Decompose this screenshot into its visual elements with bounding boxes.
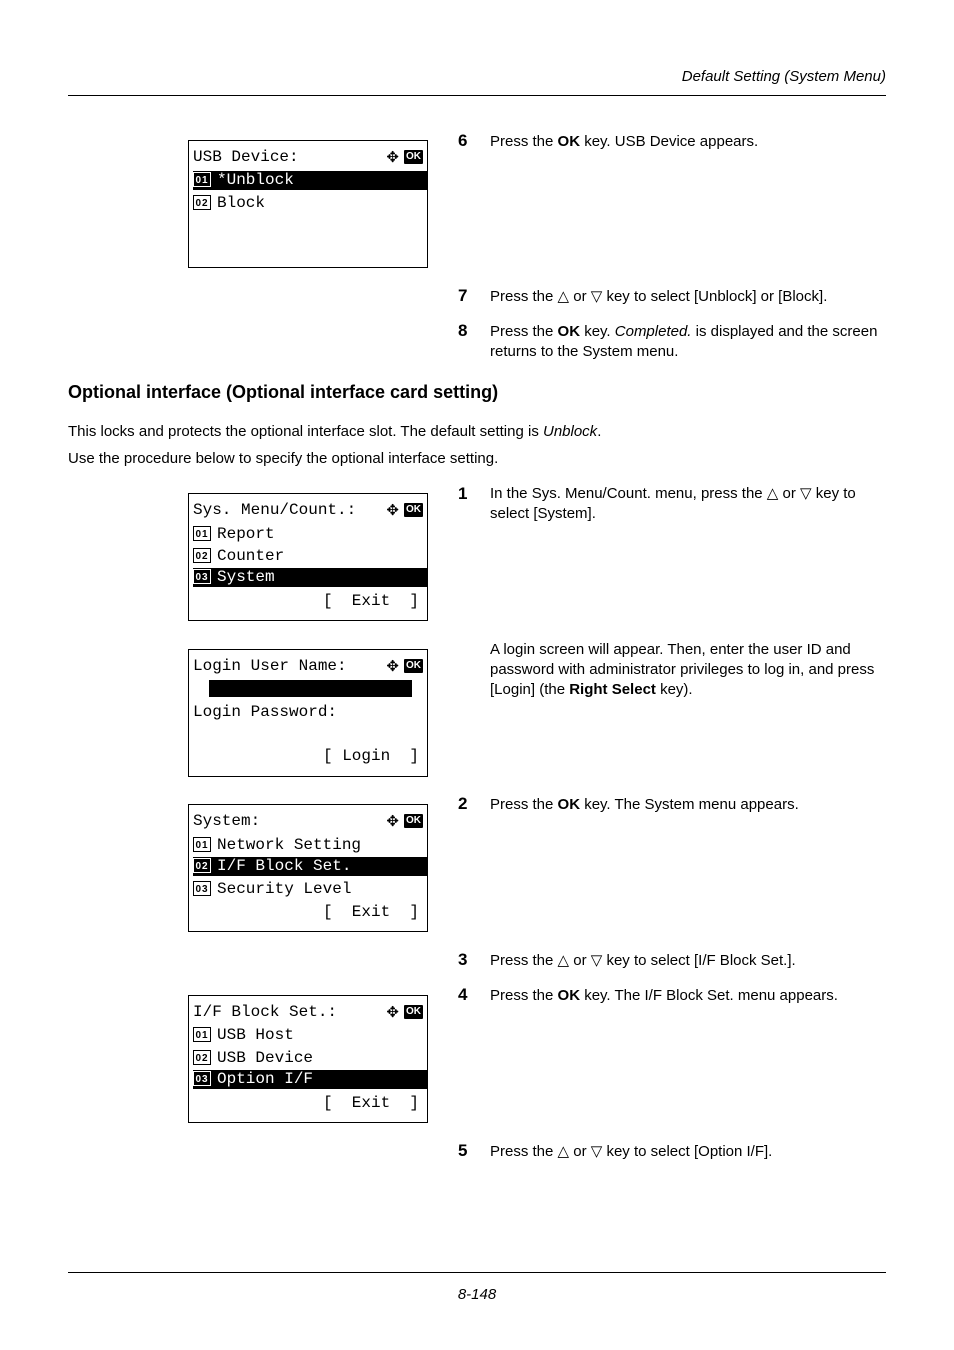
lcd-usb-device [188, 140, 428, 268]
lcd-item-label: Counter [217, 547, 285, 565]
lcd-item-selected [193, 171, 427, 190]
intro-paragraph: Use the procedure below to specify the optional interface setting. [68, 450, 499, 467]
lcd-nav-icons [386, 149, 423, 165]
lcd-title: System: [193, 812, 261, 830]
item-number-icon: 01 [193, 1027, 211, 1042]
item-number-icon: 02 [193, 548, 211, 563]
lcd-softkey: [ Exit ] [322, 592, 419, 610]
lcd-item-label: Security Level [217, 880, 352, 898]
lcd-item [193, 547, 427, 566]
ok-key-icon: OK [406, 660, 421, 671]
item-number-icon: 03 [193, 1071, 211, 1086]
lcd-login [188, 649, 428, 777]
step-number: 6 [458, 131, 468, 150]
step-number: 1 [458, 484, 468, 503]
item-number-icon: 01 [193, 172, 211, 187]
lcd-item-label: System [217, 568, 275, 586]
item-number-icon: 03 [193, 881, 211, 896]
lcd-title: USB Device: [193, 148, 299, 166]
lcd-system [188, 804, 428, 932]
item-number-icon: 03 [193, 569, 211, 584]
lcd-item-label: USB Host [217, 1026, 294, 1044]
ok-key-icon: OK [406, 815, 421, 826]
item-number-icon: 02 [193, 1050, 211, 1065]
lcd-item-label: I/F Block Set. [217, 857, 352, 875]
lcd-softkey: [ Exit ] [322, 1094, 419, 1112]
step-number: 2 [458, 794, 468, 813]
lcd-nav-icons [386, 658, 423, 674]
lcd-title: Login User Name: [193, 657, 347, 675]
lcd-item-label: *Unblock [217, 171, 294, 189]
step-note: A login screen will appear. Then, enter the user ID and password with administrator privileges to log in, and press [Login] (the Right Select key). [490, 641, 875, 698]
step-number: 7 [458, 286, 468, 305]
step-text: In the Sys. Menu/Count. menu, press the △ or ▽ key to select [System]. [490, 485, 856, 522]
four-way-arrow-icon: ✥ [386, 812, 399, 830]
four-way-arrow-icon: ✥ [386, 657, 399, 675]
step-text: Press the OK key. USB Device appears. [490, 133, 759, 150]
step-text: Press the △ or ▽ key to select [I/F Block Set.]. [490, 952, 796, 969]
ok-key-icon: OK [406, 504, 421, 515]
step-number: 3 [458, 950, 468, 969]
lcd-item-label: Report [217, 525, 275, 543]
password-label: Login Password: [193, 703, 338, 721]
lcd-item [193, 880, 427, 899]
step-number: 8 [458, 321, 468, 340]
lcd-nav-icons [386, 813, 423, 829]
item-number-icon: 02 [193, 858, 211, 873]
ok-key-icon: OK [406, 1006, 421, 1017]
lcd-title: Sys. Menu/Count.: [193, 501, 357, 519]
lcd-item [193, 1026, 427, 1045]
four-way-arrow-icon: ✥ [386, 501, 399, 519]
item-number-icon: 01 [193, 526, 211, 541]
lcd-item-label: Network Setting [217, 836, 362, 854]
login-softkey[interactable]: [ Login ] [322, 747, 419, 765]
step-number: 5 [458, 1141, 468, 1160]
lcd-nav-icons [386, 502, 423, 518]
step-text: Press the △ or ▽ key to select [Option I/F]. [490, 1143, 773, 1160]
lcd-item-label: Block [217, 194, 266, 212]
lcd-item-selected [193, 1070, 427, 1089]
lcd-title: I/F Block Set.: [193, 1003, 338, 1021]
four-way-arrow-icon: ✥ [386, 1003, 399, 1021]
lcd-if-block-set [188, 995, 428, 1123]
footer-rule [68, 1272, 886, 1273]
ok-key-icon: OK [406, 151, 421, 162]
username-input[interactable] [209, 680, 412, 697]
page-number: 8-148 [457, 1286, 497, 1303]
lcd-sys-menu [188, 493, 428, 621]
lcd-softkey: [ Exit ] [322, 903, 419, 921]
item-number-icon: 02 [193, 195, 211, 210]
intro-paragraph: This locks and protects the optional interface slot. The default setting is Unblock. [68, 423, 602, 440]
lcd-item-selected [193, 857, 427, 876]
step-text: Press the OK key. The System menu appears. [490, 796, 799, 813]
item-number-icon: 01 [193, 837, 211, 852]
lcd-item [193, 1049, 427, 1068]
lcd-item [193, 525, 427, 544]
header-rule [68, 95, 886, 96]
section-heading: Optional interface (Optional interface card setting) [68, 382, 499, 402]
running-header: Default Setting (System Menu) [681, 68, 886, 85]
lcd-item-label: Option I/F [217, 1070, 314, 1088]
four-way-arrow-icon: ✥ [386, 148, 399, 166]
step-number: 4 [458, 985, 468, 1004]
lcd-item [193, 836, 427, 855]
step-text: Press the OK key. Completed. is displayed and the screen returns to the System menu. [490, 323, 878, 360]
lcd-nav-icons [386, 1004, 423, 1020]
step-text: Press the △ or ▽ key to select [Unblock] or [Block]. [490, 288, 828, 305]
lcd-item-selected [193, 568, 427, 587]
lcd-item-label: USB Device [217, 1049, 314, 1067]
step-text: Press the OK key. The I/F Block Set. menu appears. [490, 987, 838, 1004]
lcd-item [193, 194, 427, 213]
